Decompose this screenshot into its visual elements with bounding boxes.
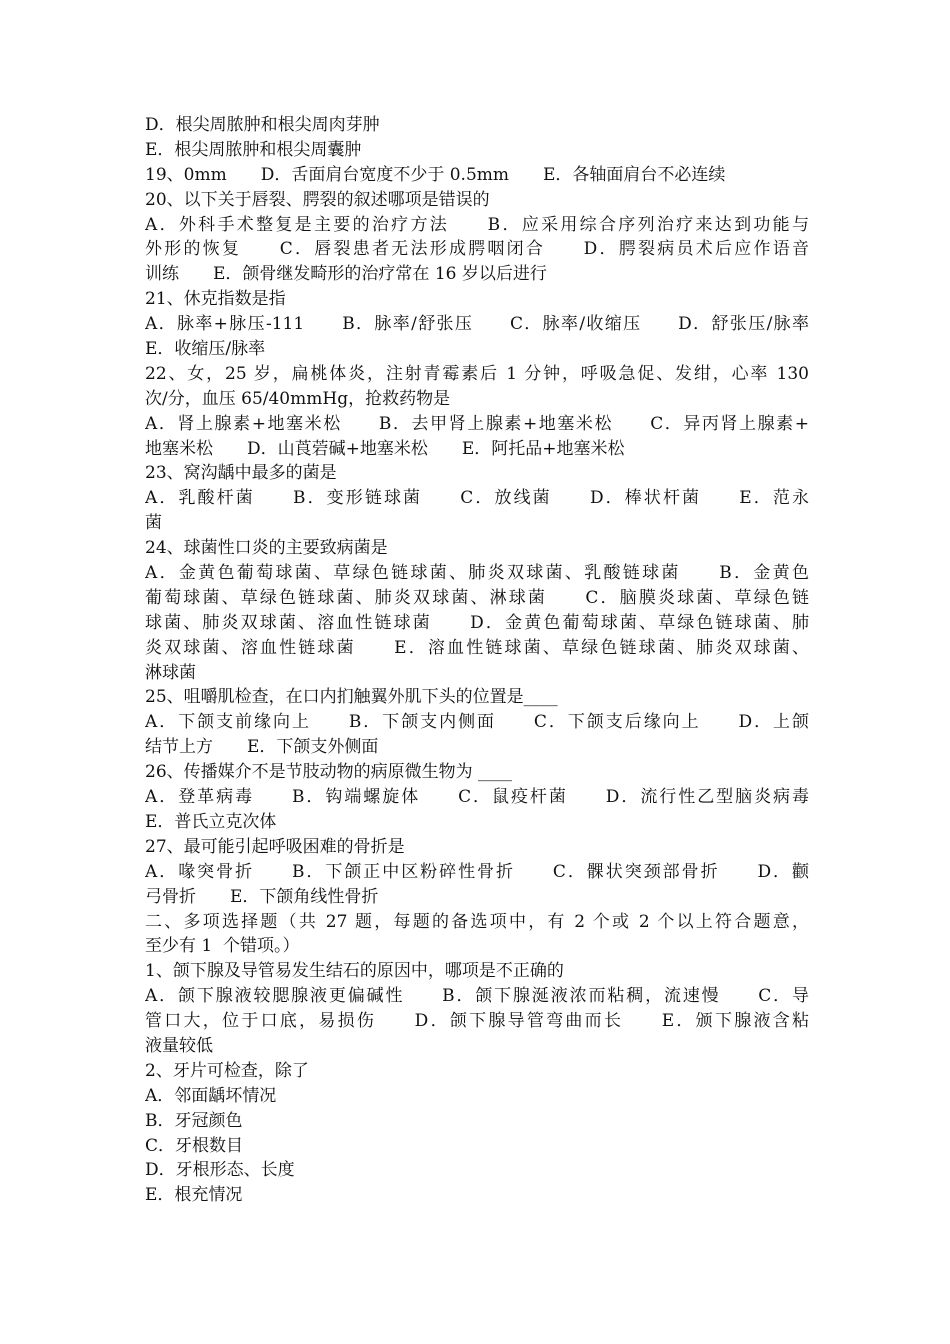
text-line: E．普氏立克次体 <box>145 811 277 832</box>
option-line: E．根充情况 <box>145 1185 243 1206</box>
text-line: 弓骨折 E．下颌角线性骨折 <box>145 886 379 907</box>
text-line: 结节上方 E．下颌支外侧面 <box>145 737 379 758</box>
text-line: D．根尖周脓肿和根尖周肉芽肿 <box>145 115 380 135</box>
question-title: 23、窝沟龋中最多的菌是 <box>145 463 337 484</box>
text-line: 管口大，位于口底，易损伤 D．颌下腺导管弯曲而长 E．颁下腺液含粘 <box>145 1011 809 1032</box>
text-line: 球菌、肺炎双球菌、溶血性链球菌 D．金黄色葡萄球菌、草绿色链球菌、肺 <box>145 612 809 633</box>
text-line: 次/分，血压 65/40mmHg，抢救药物是 <box>145 388 451 409</box>
text-line: 淋球菌 <box>145 662 196 683</box>
text-line: A．登革病毒 B．钩端螺旋体 C．鼠疫杆菌 D．流行性乙型脑炎病毒 <box>145 787 809 808</box>
option-line: B．牙冠颜色 <box>145 1110 243 1131</box>
question-title: 1、颌下腺及导管易发生结石的原因中，哪项是不正确的 <box>145 961 564 982</box>
question-title: 25、咀嚼肌检查，在口内扪触翼外肌下头的位置是____ <box>145 687 558 708</box>
section-heading: 二、多项选择题（共 27 题，每题的备选项中，有 2 个或 2 个以上符合题意， <box>145 911 809 932</box>
text-line: 炎双球菌、溶血性链球菌 E．溶血性链球菌、草绿色链球菌、肺炎双球菌、 <box>145 637 809 658</box>
text-line: A．下颌支前缘向上 B．下颌支内侧面 C．下颌支后缘向上 D．上颌 <box>145 712 809 733</box>
text-line: E．收缩压/脉率 <box>145 339 266 360</box>
text-line: 外形的恢复 C．唇裂患者无法形成腭咽闭合 D．腭裂病员术后应作语音 <box>145 239 809 260</box>
text-line: A．脉率+脉压-111 B．脉率/舒张压 C．脉率/收缩压 D．舒张压/脉率 <box>145 314 809 335</box>
text-line: A．乳酸杆菌 B．变形链球菌 C．放线菌 D．棒状杆菌 E．范永 <box>145 488 809 509</box>
text-line: A．外科手术整复是主要的治疗方法 B．应采用综合序列治疗来达到功能与 <box>145 214 809 235</box>
text-line: A．喙突骨折 B．下颌正中区粉碎性骨折 C．髁状突颈部骨折 D．颧 <box>145 861 809 882</box>
text-line: 液量较低 <box>145 1035 213 1056</box>
text-line: 地塞米松 D．山莨菪碱+地塞米松 E．阿托品+地塞米松 <box>145 438 625 459</box>
question-title: 2、牙片可检查，除了 <box>145 1060 309 1081</box>
question-title: 24、球菌性口炎的主要致病菌是 <box>145 538 388 559</box>
question-title: 26、传播媒介不是节肢动物的病原微生物为 ____ <box>145 762 513 783</box>
question-title: 27、最可能引起呼吸困难的骨折是 <box>145 836 405 857</box>
text-line: E．根尖周脓肿和根尖周囊肿 <box>145 139 362 160</box>
option-line: C．牙根数目 <box>145 1135 244 1156</box>
question-title: 22、女，25 岁，扁桃体炎，注射青霉素后 1 分钟，呼吸急促、发绀，心率 130 <box>145 363 809 384</box>
document-page <box>145 113 809 1208</box>
section-heading: 至少有 1 个错项。） <box>145 936 300 957</box>
text-line: 葡萄球菌、草绿色链球菌、肺炎双球菌、淋球菌 C．脑膜炎球菌、草绿色链 <box>145 587 809 608</box>
option-line: A．邻面龋坏情况 <box>145 1085 277 1106</box>
option-line: D．牙根形态、长度 <box>145 1160 295 1181</box>
question-title: 21、休克指数是指 <box>145 289 286 310</box>
text-line: A．肾上腺素+地塞米松 B．去甲肾上腺素+地塞米松 C．异丙肾上腺素+ <box>145 413 809 434</box>
text-line: 19、0mm D．舌面肩台宽度不少于 0.5mm E．各轴面肩台不必连续 <box>145 164 726 185</box>
text-line: A．金黄色葡萄球菌、草绿色链球菌、肺炎双球菌、乳酸链球菌 B．金黄色 <box>145 563 809 584</box>
text-line: A．颌下腺液较腮腺液更偏碱性 B．颌下腺涎液浓而粘稠，流速慢 C．导 <box>145 986 809 1007</box>
text-line: 菌 <box>145 513 162 534</box>
question-title: 20、以下关于唇裂、腭裂的叙述哪项是错误的 <box>145 189 490 210</box>
text-line: 训练 E．颌骨继发畸形的治疗常在 16 岁以后进行 <box>145 264 547 285</box>
